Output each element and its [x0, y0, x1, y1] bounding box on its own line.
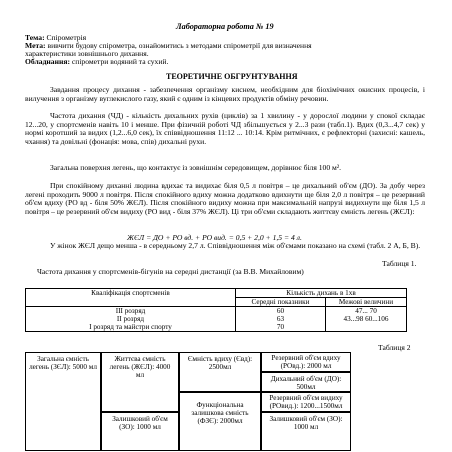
goal-line-2: характеристики зовнішнього дихання. [25, 49, 149, 58]
table1-cell-range [326, 323, 407, 332]
table1-cell-average: 60 [236, 307, 326, 316]
inspiratory-reserve-box [261, 352, 351, 372]
topic-label: Тема: [25, 33, 45, 42]
formula: ЖЄЛ = ДО + РО вд. + РО вид. = 0,5 + 2,0 + 1,5 = 4 л. [127, 233, 302, 242]
table1-cell-range: 47... 70 [326, 307, 407, 316]
table-row [26, 315, 407, 323]
table-row [26, 323, 407, 332]
paragraph-3: Загальна поверхня легень, що контактує із зовнішнім середовищем, дорівнює біля 100 м². [50, 163, 341, 172]
inspiratory-reserve-label: Резервний об'єм вдиху (РОвд.): 2000 мл [271, 354, 341, 371]
total-lung-capacity-label: Загальна ємність легень (ЗЄЛ): 5000 мл [29, 355, 97, 372]
table1-cell-qualification: ІІІ розряд [26, 307, 236, 316]
table1-cell-range: 43...98 60...106 [326, 315, 407, 323]
table2-number: Таблиця 2 [378, 343, 411, 352]
functional-residual-capacity-box [179, 392, 261, 451]
table1-caption: Частота дихання у спортсменів-бігунів на середні дистанції (за В.В. Михайловим) [37, 267, 304, 276]
tidal-volume-box [261, 372, 351, 392]
residual-volume-left-box [101, 412, 179, 451]
vital-capacity-label: Життєва ємність легень (ЖЄЛ): 4000 мл [109, 355, 171, 380]
vital-capacity-box [101, 352, 179, 412]
equipment-value: спірометри водяний та сухий. [69, 57, 169, 66]
topic-value: Спірометрія [44, 33, 87, 42]
table1-cell-qualification: ІІ розряд [26, 315, 236, 323]
equipment-label: Обладнання: [25, 57, 70, 66]
respiratory-rate-table [25, 288, 407, 332]
paragraph-1: Завдання процесу дихання - забезпечення організму киснем, необхідним для біохімічних окисних процесів, і вилучення з організму вуглекислого газу, який є одним із кінцевих продуктів обміну речовин. [25, 85, 425, 103]
table-row [26, 307, 407, 316]
goal-label: Мета: [25, 41, 46, 50]
tidal-volume-label: Дихальний об'єм (ДО): 500мл [270, 375, 342, 392]
paragraph-2: Частота дихання (ЧД) - кількість дихальних рухів (циклів) за 1 хвилину - у дорослої людини у спокої складає 12...20, у спортсменів навіть 10 і менше. При фізичній роботі ЧД збільшується у 2...3 рази (табл.1). Вдих (0,3...4,7 сек) у нормі коротший за видих (1,2...6,0 сек), їх співвідношення 11:12 ... 10:14. Крім ритмічних, є рефлекторні (захисні: кашель, чхання) та довільні (фонація: мова, спів) дихальні рухи. [25, 111, 425, 146]
table1-cell-qualification: І розряд та майстри спорту [26, 323, 236, 332]
table1-cell-average: 63 [236, 315, 326, 323]
inspiratory-capacity-box [179, 352, 261, 392]
residual-volume-right-label: Залишковий об'єм (ЗО): 1000 мл [269, 415, 343, 432]
equipment-line [25, 57, 168, 66]
total-lung-capacity-box [25, 352, 101, 451]
expiratory-reserve-box [261, 392, 351, 412]
paragraph-5: У жінок ЖЄЛ дещо менша - в середньому 2,7 л. Співвідношення між об'ємами показано на схемі (табл. 2 А, Б, В). [50, 241, 421, 250]
table1-header-range: Межові величини [326, 298, 407, 307]
expiratory-reserve-label: Резервний об'єм видиху (РОвид.): 1200...1500мл [269, 394, 343, 411]
table1-cell-average: 70 [236, 323, 326, 332]
section-title: ТЕОРЕТИЧНЕ ОБГРУНТУВАННЯ [166, 72, 298, 81]
residual-volume-right-box [261, 412, 351, 451]
lab-title: Лабораторна робота № 19 [176, 22, 274, 31]
goal-value: вивчити будову спірометра, ознайомитись з методами спірометрії для визначення [45, 41, 312, 50]
table1-header-average: Середні показники [236, 298, 326, 307]
functional-residual-capacity-label: Функціональна залишкова ємність (ФЗЄ): 2000мл [191, 401, 249, 426]
table1-number: Таблиця 1. [382, 259, 417, 268]
residual-volume-left-label: Залишковий об'єм (ЗО): 1000 мл [112, 415, 168, 432]
table1-header-qualification: Кваліфікація спортсменів [26, 289, 236, 307]
table1-header-breaths: Кількість дихань в 1хв [236, 289, 407, 298]
inspiratory-capacity-label: Ємність вдиху (Євд): 2500мл [187, 355, 253, 372]
paragraph-4: При спокійному диханні людина вдихає та видихає біля 0,5 л повітря – це дихальний об'єм (ДО). За добу через легені проходить 9000 л повітря. Після спокійного вдиху можна додатково вдихнути ще біля 2,0 л повітря – це резервний об'єм вдиху (РО вд - біля 50% ЖЄЛ). Після спокійного видиху можна при максимальній напрузі видихнути ще біля 1,5 л повітря – це резервний об'єм видиху (РО вид - біля 37% ЖЄЛ). Ці три об'єми складають життєву ємність легень (ЖЄЛ): [25, 181, 425, 216]
